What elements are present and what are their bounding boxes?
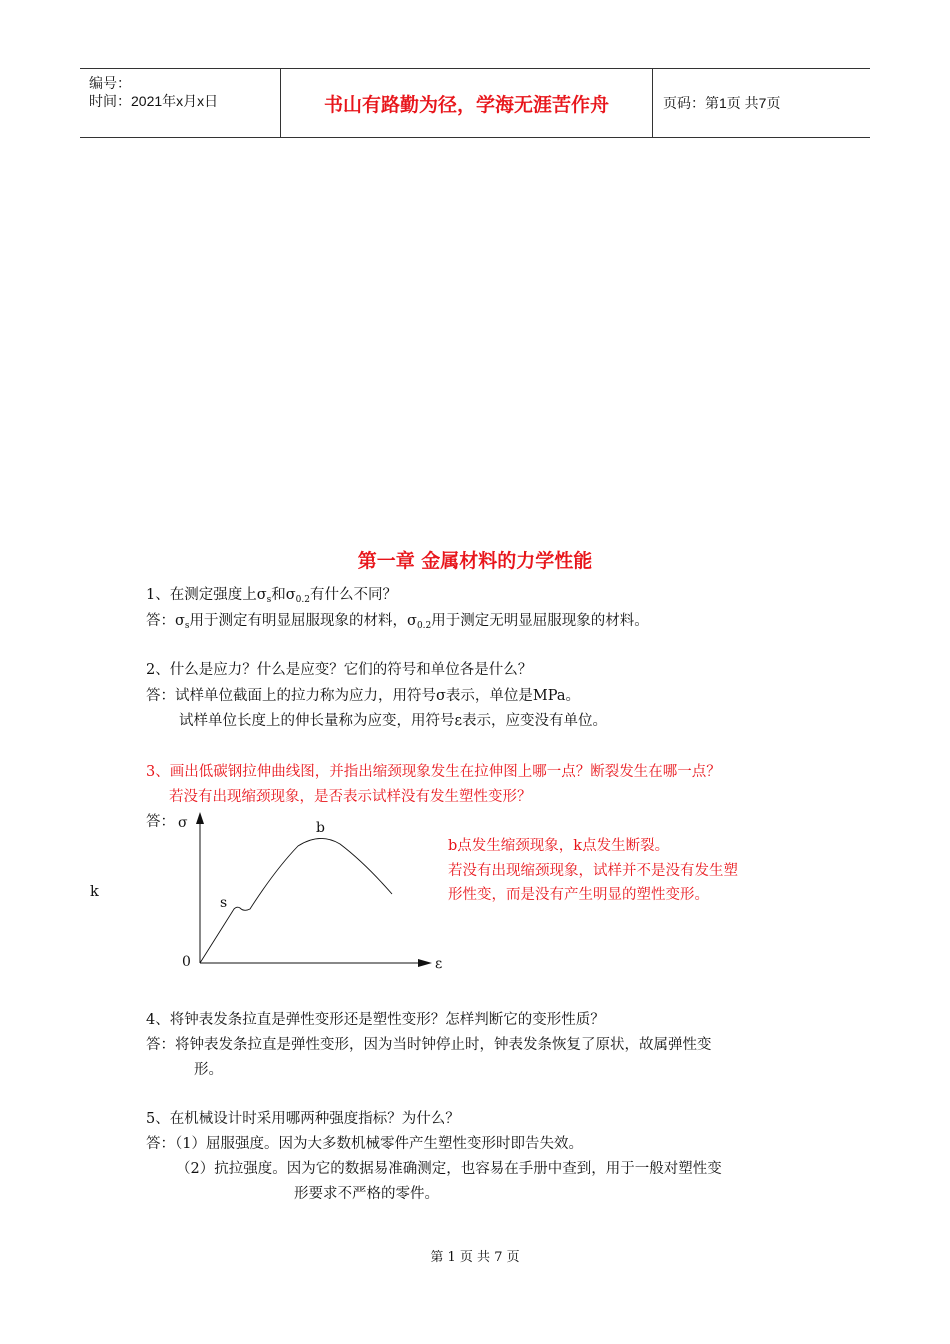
header-page-label: 页码：第1页 共7页: [663, 95, 781, 111]
y-axis-arrow: [196, 812, 204, 824]
q1-subscript-02: 0.2: [295, 595, 310, 605]
x-axis-label: ε: [435, 956, 443, 972]
q3-question-1: 3、画出低碳钢拉伸曲线图，并指出缩颈现象发生在拉伸图上哪一点？断裂发生在哪一点？: [146, 764, 721, 780]
point-b-label: b: [316, 820, 325, 836]
q2-question: 2、什么是应力？什么是应变？它们的符号和单位各是什么？: [146, 662, 533, 678]
header-meta: [80, 69, 281, 137]
q1-question: [146, 585, 397, 607]
q3-answer-1: b点发生缩颈现象，k点发生断裂。: [448, 838, 670, 854]
q1-answer-b: 用于测定有明显屈服现象的材料，σ: [189, 613, 417, 629]
page-header: [80, 68, 870, 138]
q1-answer-a: 答：σ: [146, 613, 185, 629]
q5-question: 5、在机械设计时采用哪两种强度指标？为什么？: [146, 1111, 460, 1127]
q5-answer-2: （2）抗拉强度。因为它的数据易准确测定，也容易在手册中查到，用于一般对塑性变: [176, 1161, 722, 1177]
stress-strain-diagram: [170, 808, 450, 973]
q3-k-label: k: [90, 884, 99, 900]
y-axis-label: σ: [178, 815, 188, 831]
chapter-title: 第一章 金属材料的力学性能: [357, 550, 593, 572]
q5-answer-3: 形要求不严格的零件。: [294, 1186, 439, 1202]
q3-question-2: 若没有出现缩颈现象，是否表示试样没有发生塑性变形？: [169, 789, 532, 805]
q1-subscript-s: s: [266, 595, 272, 605]
q3-answer-3: 形性变，而是没有产生明显的塑性变形。: [448, 887, 709, 903]
q1-answer: [146, 611, 649, 633]
header-page-cell: [653, 69, 870, 137]
point-s-label: s: [220, 895, 228, 911]
origin-label: 0: [182, 954, 191, 970]
q1-answer-subscript-02: 0.2: [416, 621, 432, 631]
header-motto: 书山有路勤为径，学海无涯苦作舟: [323, 93, 609, 116]
q1-text-c: 有什么不同？: [309, 587, 397, 603]
tensile-curve: [200, 838, 392, 963]
q2-answer-2: 试样单位长度上的伸长量称为应变，用符号ε表示，应变没有单位。: [179, 713, 608, 729]
q1-answer-subscript-s: s: [184, 621, 190, 631]
q4-question: 4、将钟表发条拉直是弹性变形还是塑性变形？怎样判断它的变形性质？: [146, 1012, 605, 1028]
doc-number-label: 编号：: [89, 75, 131, 91]
q4-answer-1: 答：将钟表发条拉直是弹性变形，因为当时钟停止时，钟表发条恢复了原状，故属弹性变: [146, 1037, 712, 1053]
x-axis-arrow: [418, 959, 432, 967]
header-motto-cell: [281, 69, 653, 137]
q3-answer-2: 若没有出现缩颈现象，试样并不是没有发生塑: [448, 863, 738, 879]
q3-answer-prefix: 答：: [146, 814, 175, 830]
q4-answer-2: 形。: [194, 1062, 223, 1078]
q1-text-a: 1、在测定强度上σ: [146, 587, 267, 603]
q1-answer-c: 用于测定无明显屈服现象的材料。: [431, 613, 649, 629]
q5-answer-1: 答：（1）屈服强度。因为大多数机械零件产生塑性变形时即告失效。: [146, 1136, 583, 1152]
doc-time-label: 时间：2021年x月x日: [89, 93, 219, 109]
page-footer: 第 1 页 共 7 页: [430, 1250, 520, 1265]
q1-text-b: 和σ: [271, 587, 296, 603]
q2-answer-1: 答：试样单位截面上的拉力称为应力，用符号σ表示，单位是MPa。: [146, 688, 580, 704]
